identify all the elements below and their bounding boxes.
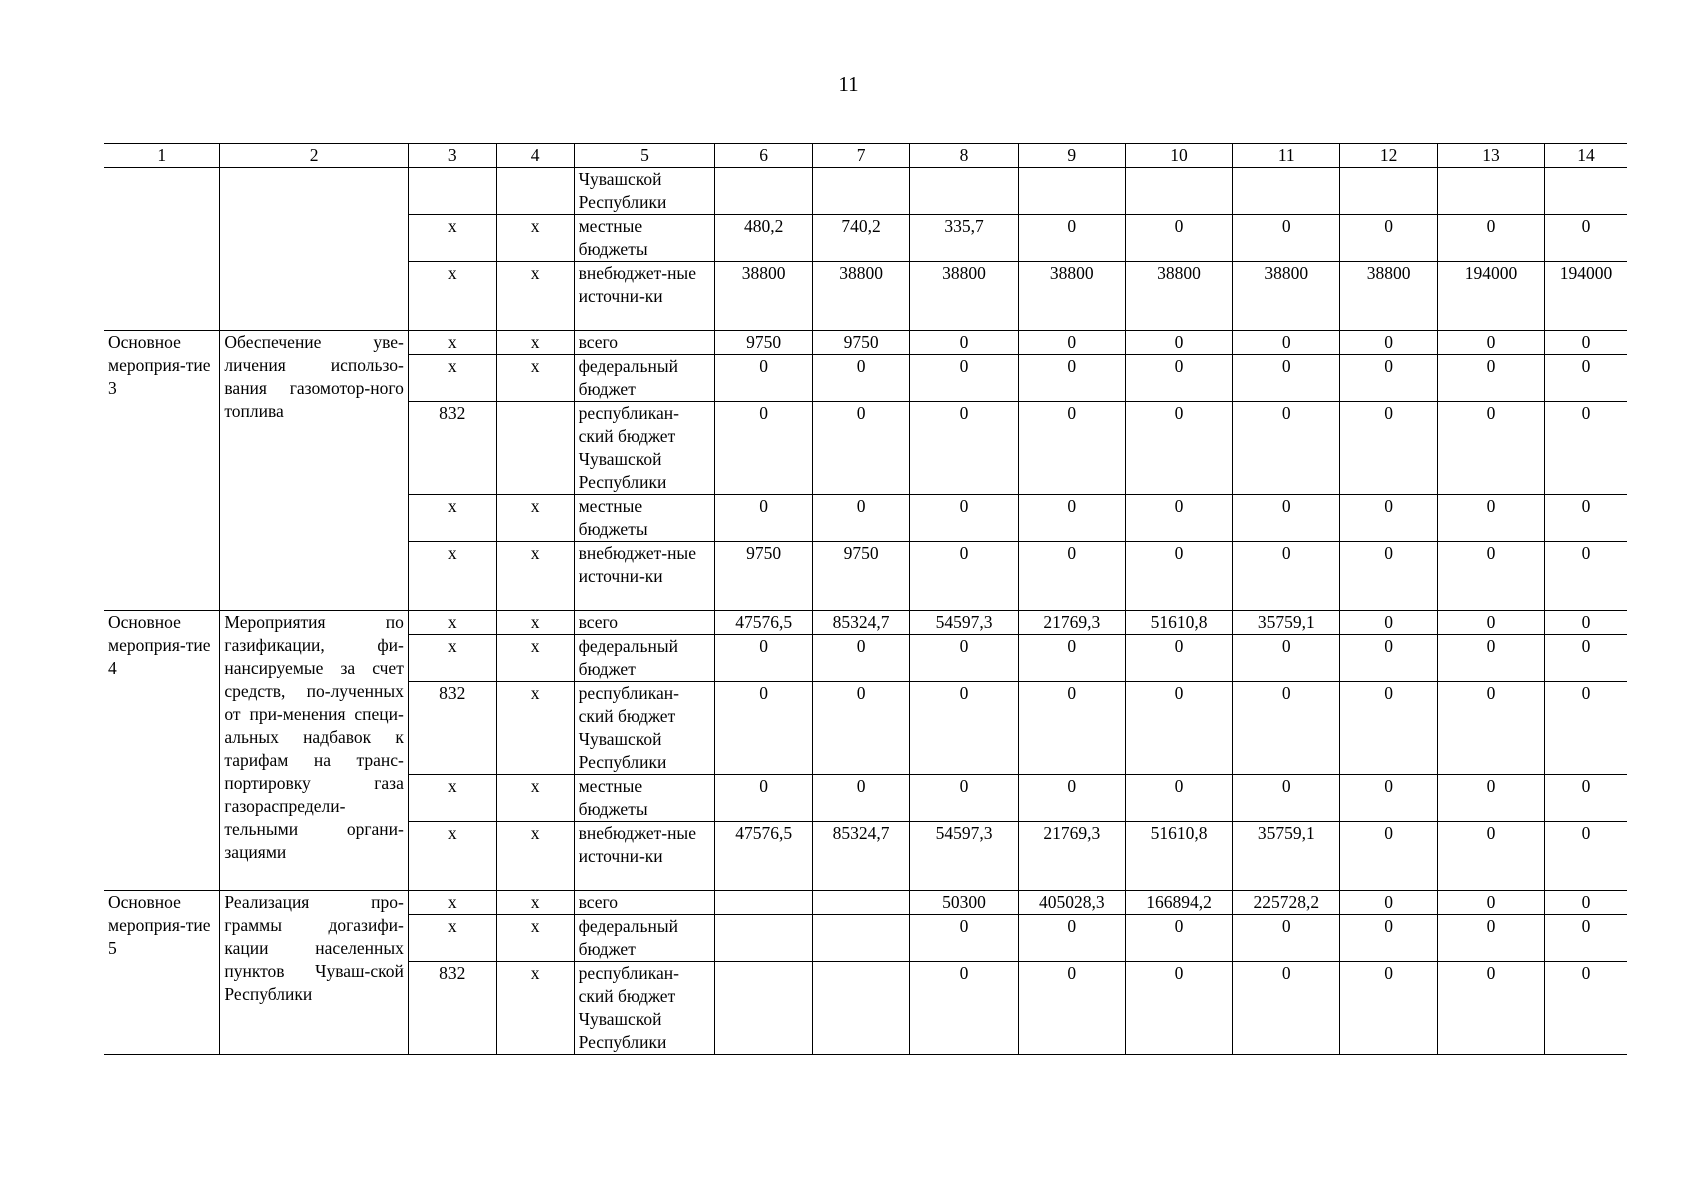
amount-cell: 54597,3 [910,611,1018,635]
funding-source-cell: местные бюджеты [574,775,715,822]
kbk-code-cell: х [408,915,496,962]
amount-cell: 51610,8 [1125,822,1232,891]
amount-cell: 0 [910,635,1018,682]
table-row [104,611,1627,635]
activity-cell [104,168,220,331]
amount-cell: 0 [812,402,909,495]
amount-cell: 0 [1125,915,1232,962]
amount-cell: 0 [1018,495,1125,542]
amount-cell: 38800 [715,262,812,331]
amount-cell: 0 [1545,962,1627,1055]
amount-cell [812,168,909,215]
amount-cell: 0 [1437,635,1544,682]
kbk-code-cell: х [496,262,574,331]
funding-source-cell: всего [574,611,715,635]
amount-cell: 50300 [910,891,1018,915]
amount-cell: 38800 [910,262,1018,331]
amount-cell: 0 [1437,402,1544,495]
kbk-code-cell: х [408,635,496,682]
program-funding-table [104,143,1627,1055]
kbk-code-cell: 832 [408,682,496,775]
amount-cell: 0 [910,355,1018,402]
amount-cell: 0 [812,495,909,542]
page-number: 11 [838,72,859,96]
kbk-code-cell: 832 [408,962,496,1055]
amount-cell: 0 [715,402,812,495]
amount-cell: 480,2 [715,215,812,262]
amount-cell: 51610,8 [1125,611,1232,635]
funding-source-cell: всего [574,891,715,915]
column-header: 9 [1018,144,1125,168]
activity-name-cell: Мероприятия по газификации, фи-нансируемые за счет средств, по-лученных от при-менения специ-альных надбавок к тарифам на транс-портировку газа газораспредели-тельными органи-зациями [220,611,408,891]
amount-cell: 0 [1233,215,1340,262]
amount-cell: 0 [1233,402,1340,495]
amount-cell: 0 [1340,215,1437,262]
amount-cell: 0 [1437,822,1544,891]
amount-cell: 0 [1125,331,1232,355]
amount-cell: 0 [1437,495,1544,542]
amount-cell [1340,168,1437,215]
amount-cell: 0 [1437,355,1544,402]
kbk-code-cell: х [496,635,574,682]
kbk-code-cell: х [496,775,574,822]
amount-cell: 47576,5 [715,822,812,891]
amount-cell [715,891,812,915]
amount-cell: 0 [1545,495,1627,542]
kbk-code-cell [496,168,574,215]
amount-cell: 0 [1545,915,1627,962]
amount-cell: 0 [1125,215,1232,262]
kbk-code-cell: х [496,915,574,962]
amount-cell: 0 [1125,682,1232,775]
kbk-code-cell: х [408,891,496,915]
amount-cell: 0 [1437,915,1544,962]
amount-cell: 0 [812,355,909,402]
kbk-code-cell: х [408,331,496,355]
amount-cell: 166894,2 [1125,891,1232,915]
amount-cell: 0 [715,775,812,822]
amount-cell: 0 [1437,682,1544,775]
amount-cell: 0 [715,495,812,542]
funding-source-cell: местные бюджеты [574,495,715,542]
amount-cell: 335,7 [910,215,1018,262]
kbk-code-cell [496,402,574,495]
column-header: 1 [104,144,220,168]
amount-cell: 38800 [1340,262,1437,331]
activity-cell: Основное мероприя-тие 5 [104,891,220,1055]
funding-source-cell: внебюджет-ные источни-ки [574,542,715,611]
amount-cell: 0 [910,402,1018,495]
amount-cell: 0 [1233,355,1340,402]
amount-cell [1545,168,1627,215]
funding-source-cell: республикан-ский бюджет Чувашской Республики [574,962,715,1055]
kbk-code-cell: х [408,775,496,822]
amount-cell: 0 [1437,962,1544,1055]
column-header: 5 [574,144,715,168]
amount-cell: 0 [1340,331,1437,355]
funding-source-cell: внебюджет-ные источни-ки [574,822,715,891]
kbk-code-cell: х [496,891,574,915]
amount-cell: 0 [1340,355,1437,402]
amount-cell: 0 [1340,635,1437,682]
amount-cell [812,915,909,962]
amount-cell [715,915,812,962]
amount-cell: 0 [1233,542,1340,611]
amount-cell: 0 [1437,542,1544,611]
amount-cell: 0 [1545,775,1627,822]
amount-cell: 0 [715,355,812,402]
amount-cell: 85324,7 [812,611,909,635]
amount-cell: 0 [1125,495,1232,542]
amount-cell: 0 [1545,611,1627,635]
funding-source-cell: республикан-ский бюджет Чувашской Республики [574,682,715,775]
amount-cell: 38800 [1125,262,1232,331]
column-header: 4 [496,144,574,168]
amount-cell [1018,168,1125,215]
activity-name-cell: Обеспечение уве-личения использо-вания газомотор-ного топлива [220,331,408,611]
column-header: 7 [812,144,909,168]
column-header: 2 [220,144,408,168]
amount-cell: 0 [1125,402,1232,495]
amount-cell: 0 [1437,611,1544,635]
amount-cell: 9750 [812,542,909,611]
amount-cell: 194000 [1437,262,1544,331]
amount-cell: 225728,2 [1233,891,1340,915]
amount-cell: 0 [1340,891,1437,915]
amount-cell: 0 [1233,635,1340,682]
amount-cell [812,962,909,1055]
funding-source-cell: федеральный бюджет [574,355,715,402]
kbk-code-cell: х [496,542,574,611]
amount-cell: 35759,1 [1233,611,1340,635]
amount-cell: 47576,5 [715,611,812,635]
amount-cell: 0 [1125,635,1232,682]
amount-cell: 0 [910,331,1018,355]
amount-cell: 38800 [1018,262,1125,331]
amount-cell: 0 [1545,402,1627,495]
column-header: 8 [910,144,1018,168]
amount-cell [1233,168,1340,215]
amount-cell: 0 [1018,355,1125,402]
amount-cell [715,168,812,215]
funding-source-cell: федеральный бюджет [574,635,715,682]
amount-cell: 0 [1340,495,1437,542]
amount-cell: 0 [1545,891,1627,915]
kbk-code-cell: 832 [408,402,496,495]
kbk-code-cell: х [408,262,496,331]
kbk-code-cell: х [408,495,496,542]
kbk-code-cell [408,168,496,215]
amount-cell: 0 [812,635,909,682]
kbk-code-cell: х [496,611,574,635]
amount-cell: 38800 [1233,262,1340,331]
kbk-code-cell: х [496,215,574,262]
amount-cell: 0 [1545,542,1627,611]
amount-cell: 0 [1340,822,1437,891]
amount-cell: 0 [1545,355,1627,402]
amount-cell: 0 [1437,891,1544,915]
table-body [104,144,1627,1055]
funding-source-cell: республикан-ский бюджет Чувашской Республики [574,402,715,495]
header-row [104,144,1627,168]
amount-cell: 0 [1545,822,1627,891]
table-row [104,331,1627,355]
amount-cell: 0 [910,915,1018,962]
kbk-code-cell: х [496,962,574,1055]
amount-cell: 0 [1233,962,1340,1055]
amount-cell: 0 [1545,682,1627,775]
kbk-code-cell: х [408,542,496,611]
amount-cell: 0 [1018,915,1125,962]
amount-cell: 0 [1340,402,1437,495]
amount-cell [910,168,1018,215]
amount-cell: 54597,3 [910,822,1018,891]
amount-cell: 0 [1233,331,1340,355]
amount-cell: 9750 [715,542,812,611]
amount-cell: 0 [1233,915,1340,962]
amount-cell: 0 [1018,775,1125,822]
amount-cell: 0 [812,775,909,822]
amount-cell: 0 [1125,542,1232,611]
amount-cell [715,962,812,1055]
amount-cell: 0 [1018,635,1125,682]
amount-cell: 0 [812,682,909,775]
activity-cell: Основное мероприя-тие 3 [104,331,220,611]
amount-cell: 0 [1125,775,1232,822]
column-header: 6 [715,144,812,168]
amount-cell [812,891,909,915]
amount-cell: 0 [1340,611,1437,635]
kbk-code-cell: х [496,822,574,891]
amount-cell: 0 [1233,682,1340,775]
funding-source-cell: всего [574,331,715,355]
amount-cell: 9750 [812,331,909,355]
amount-cell: 0 [1125,962,1232,1055]
amount-cell: 0 [1233,775,1340,822]
kbk-code-cell: х [408,822,496,891]
amount-cell: 0 [1437,775,1544,822]
amount-cell: 0 [1018,331,1125,355]
amount-cell: 0 [910,775,1018,822]
amount-cell: 0 [1018,962,1125,1055]
amount-cell: 0 [1018,402,1125,495]
amount-cell: 0 [910,495,1018,542]
amount-cell: 0 [1233,495,1340,542]
amount-cell [1125,168,1232,215]
funding-source-cell: внебюджет-ные источни-ки [574,262,715,331]
kbk-code-cell: х [496,331,574,355]
amount-cell: 0 [715,682,812,775]
amount-cell: 0 [1018,542,1125,611]
column-header: 11 [1233,144,1340,168]
amount-cell: 0 [910,962,1018,1055]
funding-source-cell: Чувашской Республики [574,168,715,215]
kbk-code-cell: х [496,495,574,542]
funding-source-cell: местные бюджеты [574,215,715,262]
amount-cell: 0 [1437,215,1544,262]
activity-name-cell [220,168,408,331]
kbk-code-cell: х [496,682,574,775]
amount-cell: 9750 [715,331,812,355]
amount-cell: 0 [1340,962,1437,1055]
amount-cell: 0 [1545,331,1627,355]
column-header: 10 [1125,144,1232,168]
kbk-code-cell: х [408,215,496,262]
amount-cell: 38800 [812,262,909,331]
kbk-code-cell: х [408,611,496,635]
amount-cell: 0 [1125,355,1232,402]
amount-cell: 0 [1340,915,1437,962]
amount-cell: 0 [715,635,812,682]
amount-cell: 0 [1437,331,1544,355]
column-header: 14 [1545,144,1627,168]
activity-name-cell: Реализация про-граммы догазифи-кации населенных пунктов Чуваш-ской Республики [220,891,408,1055]
amount-cell: 21769,3 [1018,611,1125,635]
amount-cell: 0 [1340,542,1437,611]
activity-cell: Основное мероприя-тие 4 [104,611,220,891]
amount-cell [1437,168,1544,215]
amount-cell: 85324,7 [812,822,909,891]
column-header: 3 [408,144,496,168]
amount-cell: 35759,1 [1233,822,1340,891]
amount-cell: 194000 [1545,262,1627,331]
funding-source-cell: федеральный бюджет [574,915,715,962]
amount-cell: 0 [1545,215,1627,262]
amount-cell: 0 [910,682,1018,775]
table-row [104,168,1627,215]
column-header: 13 [1437,144,1544,168]
amount-cell: 0 [910,542,1018,611]
kbk-code-cell: х [408,355,496,402]
amount-cell: 0 [1018,682,1125,775]
amount-cell: 21769,3 [1018,822,1125,891]
column-header: 12 [1340,144,1437,168]
amount-cell: 0 [1340,682,1437,775]
amount-cell: 0 [1340,775,1437,822]
amount-cell: 0 [1018,215,1125,262]
amount-cell: 0 [1545,635,1627,682]
table-row [104,891,1627,915]
kbk-code-cell: х [496,355,574,402]
amount-cell: 740,2 [812,215,909,262]
amount-cell: 405028,3 [1018,891,1125,915]
